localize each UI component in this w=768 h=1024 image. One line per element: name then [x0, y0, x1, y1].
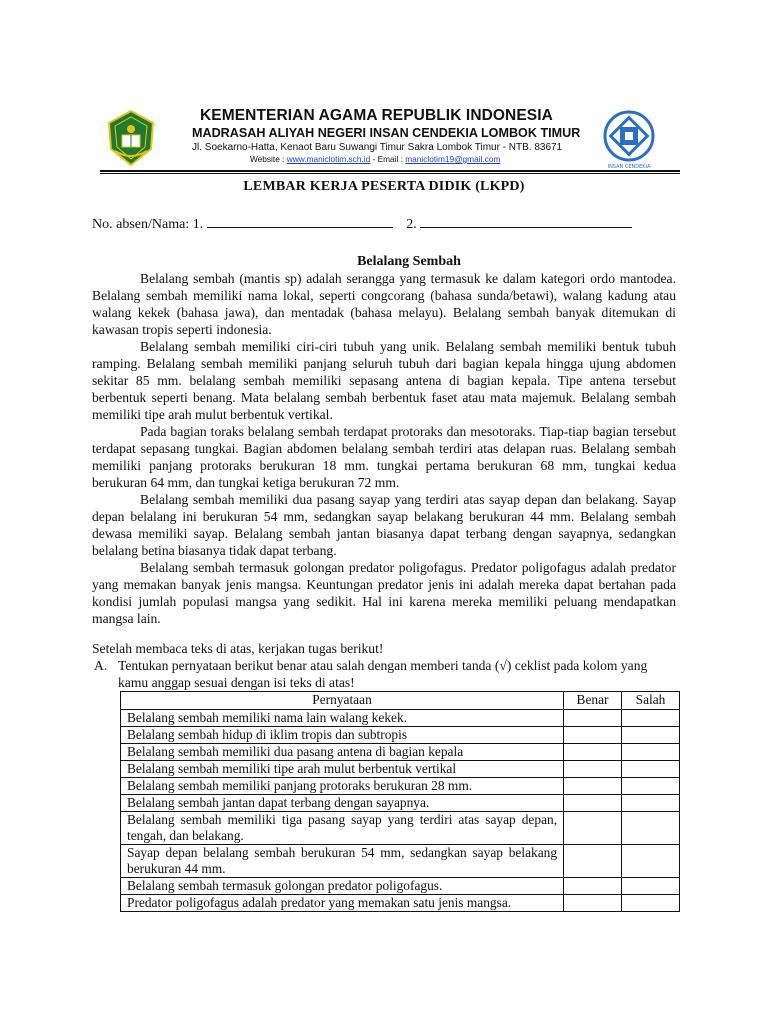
name-field-2[interactable]: [420, 215, 632, 228]
letterhead-rule-thin: [100, 173, 680, 174]
email-link[interactable]: maniclotim19@gmail.com: [405, 154, 501, 164]
insan-cendekia-logo: [598, 109, 660, 171]
table-row: [121, 778, 680, 795]
header-true: Benar: [564, 692, 622, 710]
letterhead-rule: [100, 170, 680, 172]
table-row: [121, 710, 680, 727]
paragraph: Belalang sembah termasuk golongan predator poligofagus. Predator poligofagus adalah predator yang memakan banyak jenis mangsa. Keuntungan predator jenis ini adalah mereka dapat bertahan pada kondisi jumlah populasi mangsa yang sedikit. Hal ini karena mereka memiliki peluang mendapatkan mangsa lain.: [92, 560, 676, 626]
statement-text: Belalang sembah memiliki panjang protoraks berukuran 28 mm.: [121, 778, 564, 795]
false-cell[interactable]: [622, 795, 680, 812]
names-label: No. absen/Nama: 1.: [92, 217, 207, 232]
true-cell[interactable]: [564, 744, 622, 761]
task-a: [92, 657, 680, 691]
false-cell[interactable]: [622, 744, 680, 761]
statement-text: Belalang sembah memiliki tipe arah mulut berbentuk vertikal: [121, 761, 564, 778]
true-cell[interactable]: [564, 778, 622, 795]
paragraph: Belalang sembah (mantis sp) adalah serangga yang termasuk ke dalam kategori ordo mantodea. Belalang sembah memiliki nama lokal, seperti congcorang (bahasa sunda/betawi), walang kadung atau walang kekek (bahasa jawa), dan mentadak (bahasa melayu). Belalang sembah banyak ditemukan di kawasan tropis seperti indonesia.: [92, 271, 676, 337]
table-header-row: [121, 692, 680, 710]
paragraph: Pada bagian toraks belalang sembah terdapat protoraks dan mesotoraks. Tiap-tiap bagian tersebut terdapat sepasang tungkai. Bagian abdomen belalang sembah terdiri atas delapan ruas. Belalang sembah memiliki panjang protoraks berukuran 18 mm. tungkai pertama berukuran 68 mm, tungkai kedua berukuran 64 mm, dan tungkai ketiga berukuran 72 mm.: [92, 424, 676, 490]
true-cell[interactable]: [564, 845, 622, 878]
statement-text: Predator poligofagus adalah predator yang memakan satu jenis mangsa.: [121, 895, 564, 912]
names-second-label: 2.: [406, 217, 421, 232]
table-row: [121, 761, 680, 778]
statement-text: Sayap depan belalang sembah berukuran 54 mm, sedangkan sayap belakang berukuran 44 mm.: [121, 845, 564, 878]
table-row: [121, 812, 680, 845]
true-cell[interactable]: [564, 710, 622, 727]
false-cell[interactable]: [622, 895, 680, 912]
instruction: Setelah membaca teks di atas, kerjakan tugas berikut!: [92, 641, 384, 656]
document-title: LEMBAR KERJA PESERTA DIDIK (LKPD): [243, 179, 525, 194]
statement-text: Belalang sembah memiliki tiga pasang sayap yang terdiri atas sayap depan, tengah, dan belakang.: [121, 812, 564, 845]
table-row: [121, 795, 680, 812]
statement-table: [120, 691, 680, 912]
ministry-logo: [105, 109, 157, 167]
website-label: Website :: [250, 154, 287, 164]
true-cell[interactable]: [564, 895, 622, 912]
statement-text: Belalang sembah hidup di iklim tropis dan subtropis: [121, 727, 564, 744]
true-cell[interactable]: [564, 727, 622, 744]
paragraph: Belalang sembah memiliki ciri-ciri tubuh yang unik. Belalang sembah memiliki bentuk tubuh ramping. Belalang sembah memiliki panjang seluruh tubuh dari bagian kepala hingga ujung abdomen sekitar 85 mm. belalang sembah memiliki sepasang antena di bagian kepala. Tipe antena tersebut berbentuk seperti benang. Mata belalang sembah berbentuk faset atau mata majemuk. Belalang sembah memiliki tipe arah mulut berbentuk vertikal.: [92, 339, 676, 422]
ministry-name: KEMENTERIAN AGAMA REPUBLIK INDONESIA: [200, 107, 553, 124]
false-cell[interactable]: [622, 812, 680, 845]
false-cell[interactable]: [622, 878, 680, 895]
reading-title: Belalang Sembah: [357, 254, 461, 269]
contact-line: [250, 154, 592, 165]
false-cell[interactable]: [622, 710, 680, 727]
statement-text: Belalang sembah memiliki dua pasang antena di bagian kepala: [121, 744, 564, 761]
table-row: [121, 895, 680, 912]
school-name: MADRASAH ALIYAH NEGERI INSAN CENDEKIA LOMBOK TIMUR: [192, 126, 581, 140]
name-field-1[interactable]: [207, 215, 393, 228]
true-cell[interactable]: [564, 812, 622, 845]
false-cell[interactable]: [622, 727, 680, 744]
student-names-line: [92, 215, 632, 233]
table-row: [121, 744, 680, 761]
email-label: - Email :: [370, 154, 406, 164]
task-text: Tentukan pernyataan berikut benar atau salah dengan memberi tanda (√) ceklist pada kolom yang kamu anggap sesuai dengan isi teks di atas!: [118, 658, 648, 690]
table-row: [121, 727, 680, 744]
true-cell[interactable]: [564, 878, 622, 895]
table-row: [121, 845, 680, 878]
false-cell[interactable]: [622, 761, 680, 778]
true-cell[interactable]: [564, 761, 622, 778]
statement-text: Belalang sembah jantan dapat terbang dengan sayapnya.: [121, 795, 564, 812]
false-cell[interactable]: [622, 778, 680, 795]
false-cell[interactable]: [622, 845, 680, 878]
header-false: Salah: [622, 692, 680, 710]
letterhead: [100, 106, 680, 174]
website-link[interactable]: www.maniclotim.sch.id: [286, 154, 371, 164]
statement-text: Belalang sembah termasuk golongan predator poligofagus.: [121, 878, 564, 895]
task-marker: A.: [94, 658, 108, 673]
statement-text: Belalang sembah memiliki nama lain walang kekek.: [121, 710, 564, 727]
paragraph: Belalang sembah memiliki dua pasang sayap yang terdiri atas sayap depan dan belakang. Sayap depan belalang ini berukuran 54 mm, sedangkan sayap belakang berukuran 44 mm. Belalang sembah dewasa memiliki sayap. Belalang sembah jantan biasanya dapat terbang dengan sayapnya, sedangkan belalang betina biasanya tidak dapat terbang.: [92, 492, 676, 558]
school-address: Jl. Soekarno-Hatta, Kenaot Baru Suwangi Timur Sakra Lombok Timur - NTB. 83671: [192, 142, 563, 153]
right-logo-caption: INSAN CENDEKIA: [607, 164, 651, 170]
reading-text: [92, 270, 676, 627]
true-cell[interactable]: [564, 795, 622, 812]
table-row: [121, 878, 680, 895]
header-statement: Pernyataan: [121, 692, 564, 710]
